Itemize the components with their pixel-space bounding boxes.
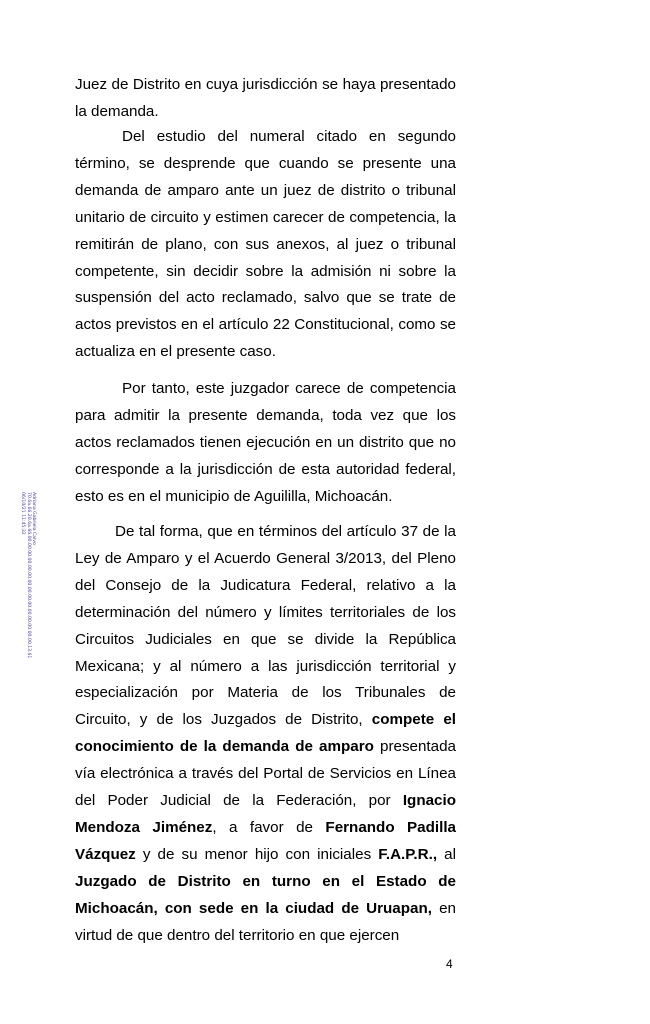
paragraph-4-text-6: en virtud de que dentro del territorio en que ejercen <box>75 899 456 944</box>
electronic-signature-stamp <box>20 492 40 659</box>
paragraph-4-text-5: al <box>437 845 456 863</box>
paragraph-4-text-1: De tal forma, que en términos del artículo 37 de la Ley de Amparo y el Acuerdo General 3/2013, del Pleno del Consejo de la Judicatura Federal, relativo a la determinación del número y límites territoriales de los Circuitos Judiciales en que se divide la República Mexicana; y al número a las jurisdicción territorial y especialización por Materia de los Tribunales de Circuito, y de los Juzgados de Distrito, <box>75 523 456 729</box>
bold-court-designation: Juzgado de Distrito en turno en el Estado de Michoacán, con sede en la ciudad de Uruapan, <box>75 872 456 917</box>
bold-minor-initials: F.A.P.R., <box>378 845 438 863</box>
signature-line-2: 70.6a.66.20.6a.66.00.00.00.00.00.00.00.00.00.00.00.00.00.00.00.13.61 <box>25 492 31 659</box>
paragraph-4-text-4: y de su menor hijo con iniciales <box>135 845 379 863</box>
signature-line-1: Adriana Gabriela Calvo <box>31 492 36 545</box>
page-number: 4 <box>446 957 453 971</box>
paragraph-4 <box>75 519 456 950</box>
paragraph-2: Del estudio del numeral citado en segundo término, se desprende que cuando se presente una demanda de amparo ante un juez de distrito o tribunal unitario de circuito y estimen carecer de competencia, la remitirán de plano, con sus anexos, al juez o tribunal competente, sin decidir sobre la admisión ni sobre la suspensión del acto reclamado, salvo que se trate de actos previstos en el artículo 22 Constitucional, como se actualiza en el presente caso. <box>75 128 456 361</box>
bold-competence-phrase: compete el conocimiento de la demanda de amparo <box>75 711 456 756</box>
signature-line-3: 06/10/21 11:45:32 <box>20 492 26 535</box>
bold-promoter-name: Ignacio Mendoza Jiménez <box>75 792 456 836</box>
bold-beneficiary-name: Fernando Padilla Vázquez <box>75 818 457 863</box>
paragraph-4-text-2: presentada vía electrónica a través del Portal de Servicios en Línea del Poder Judicial de la Federación, por <box>75 738 456 810</box>
paragraph-3: Por tanto, este juzgador carece de competencia para admitir la presente demanda, toda vez que los actos reclamados tienen ejecución en un distrito que no corresponde a la jurisdicción de esta autoridad federal, esto es en el municipio de Aguililla, Michoacán. <box>75 380 456 505</box>
paragraph-1: Juez de Distrito en cuya jurisdicción se haya presentado la demanda. <box>75 76 456 120</box>
paragraph-4-text-3: , a favor de <box>212 818 326 836</box>
